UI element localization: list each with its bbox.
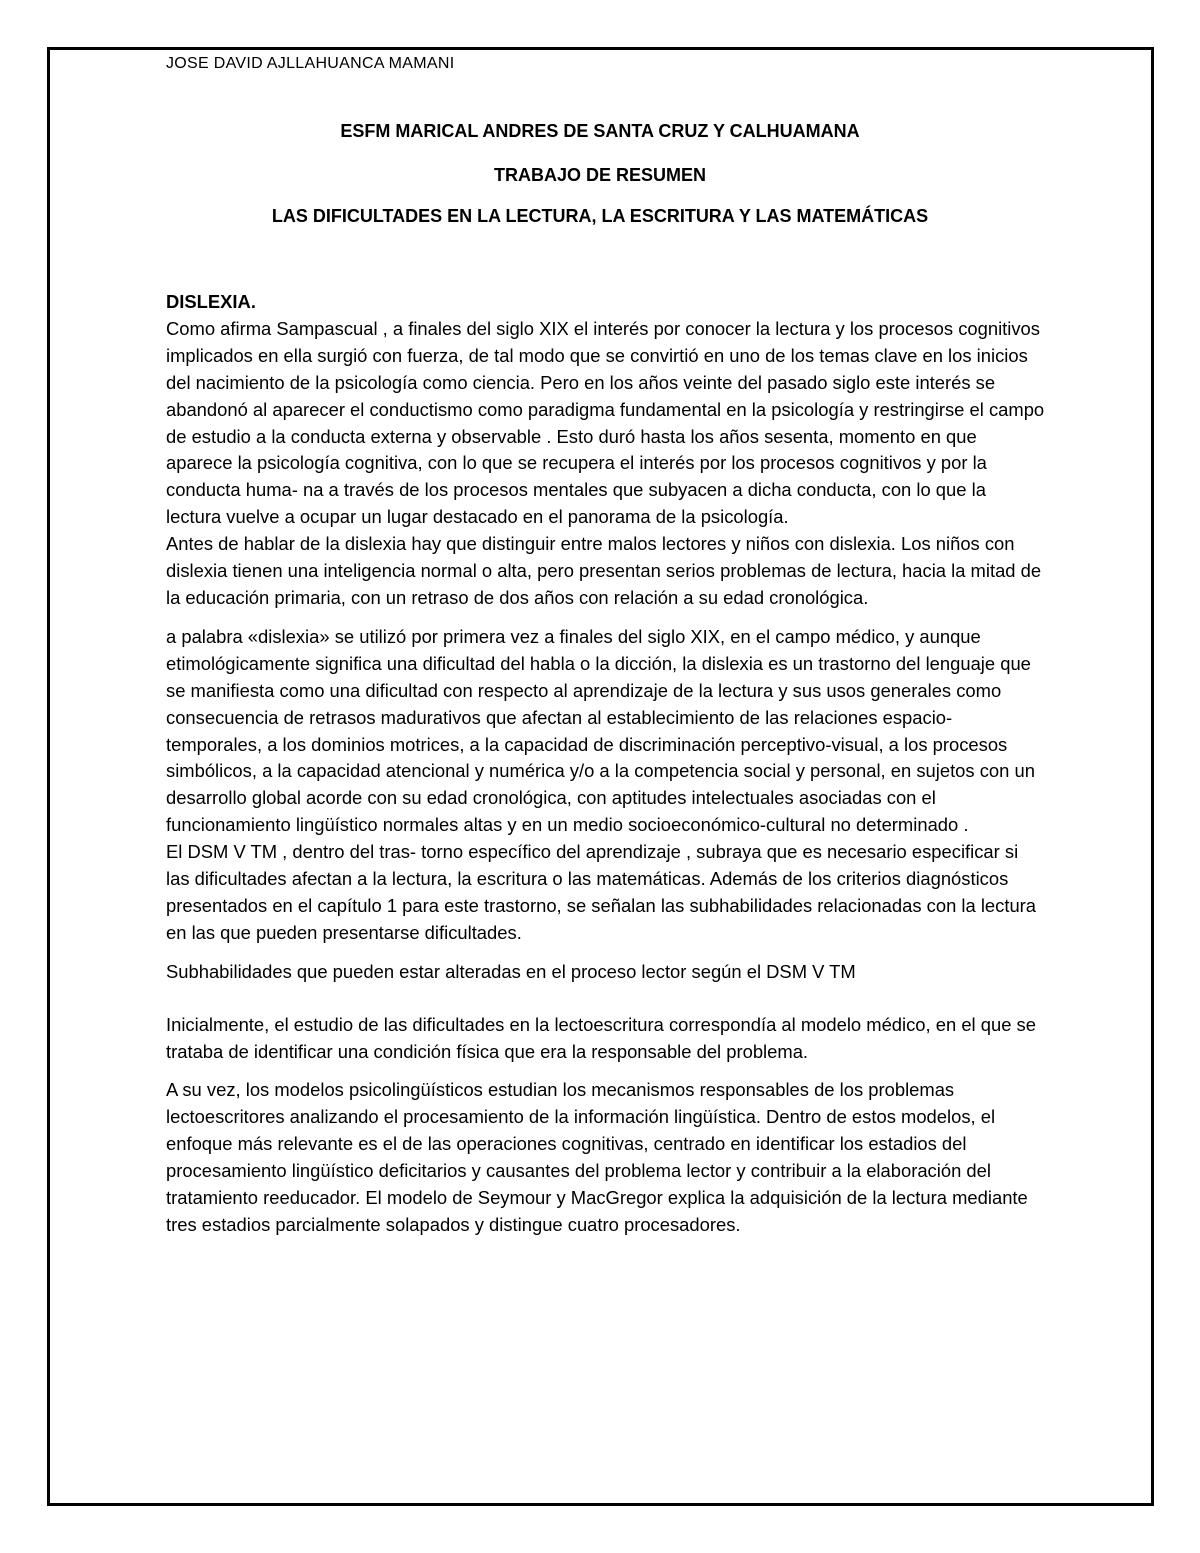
paragraph-medical-model: Inicialmente, el estudio de las dificultades en la lectoescritura correspondía al modelo médico, en el que se trataba de identificar una condición física que era la responsable del problema.	[166, 1013, 1036, 1062]
document-body	[166, 289, 1046, 1239]
school-heading: ESFM MARICAL ANDRES DE SANTA CRUZ Y CALHUAMANA	[340, 121, 860, 141]
paragraph-dsm: El DSM V TM , dentro del tras- torno específico del aprendizaje , subraya que es necesario especificar si las dificultades afectan a la lectura, la escritura o las matemáticas. Además de los criterios diagnósticos presentados en el capítulo 1 para este trastorno, se señalan las subhabilidades relacionadas con la lectura en las que pueden presentarse dificultades.	[166, 841, 1037, 943]
paragraph-psycholinguistic-models: A su vez, los modelos psicolingüísticos estudian los mecanismos responsables de los problemas lectoescritores analizando el procesamiento de la información lingüística. Dentro de estos modelos, el enfoque más relevante es el de las operaciones cognitivas, centrado en identificar los estadios del procesamiento lingüístico deficitarios y causantes del problema lector y contribuir a la elaboración del tratamiento reeducador. El modelo de Seymour y MacGregor explica la adquisición de la lectura mediante tres estadios parcialmente solapados y distingue cuatro procesadores.	[166, 1079, 1028, 1235]
paragraph-history: Como afirma Sampascual , a finales del siglo XIX el interés por conocer la lectura y los procesos cognitivos implicados en ella surgió con fuerza, de tal modo que se convirtió en uno de los temas clave en los inicios del nacimiento de la psicología como ciencia. Pero en los años veinte del pasado siglo este interés se abandonó al aparecer el conductismo como paradigma fundamental en la psicología y restringirse el campo de estudio a la conducta externa y observable . Esto duró hasta los años sesenta, momento en que aparece la psicología cognitiva, con lo que se recupera el interés por los procesos cognitivos y por la conducta huma- na a través de los procesos mentales que subyacen a dicha conducta, con lo que la lectura vuelve a ocupar un lugar destacado en el panorama de la psicología.	[166, 317, 1045, 528]
topic-heading: LAS DIFICULTADES EN LA LECTURA, LA ESCRITURA Y LAS MATEMÁTICAS	[271, 206, 929, 226]
paragraph-definition-distinction: Antes de hablar de la dislexia hay que distinguir entre malos lectores y niños con dislexia. Los niños con dislexia tienen una inteligencia normal o alta, pero presentan serios problemas de lectura, hacia la mitad de la educación primaria, con un retraso de dos años con relación a su edad cronológica.	[166, 533, 1042, 608]
author-name: JOSE DAVID AJLLAHUANCA MAMANI	[166, 55, 455, 72]
paragraph-dyslexia-term: a palabra «dislexia» se utilizó por primera vez a finales del siglo XIX, en el campo médico, y aunque etimológicamente significa una dificultad del habla o la dicción, la dislexia es un trastorno del lenguaje que se manifiesta como una dificultad con respecto al aprendizaje de la lectura y sus usos generales como consecuencia de retrasos madurativos que afectan al establecimiento de las relaciones espacio- temporales, a los dominios motrices, a la capacidad de discriminación perceptivo-visual, a los procesos simbólicos, a la capacidad atencional y numérica y/o a la competencia social y personal, en sujetos con un desarrollo global acorde con su edad cronológica, con aptitudes intelectuales asociadas con el funcionamiento lingüístico normales altas y en un medio socioeconómico-cultural no determinado .	[166, 625, 1035, 836]
work-type-heading: TRABAJO DE RESUMEN	[493, 165, 707, 185]
paragraph-subskills: Subhabilidades que pueden estar alteradas en el proceso lector según el DSM V TM	[166, 960, 856, 982]
section-title: DISLEXIA.	[166, 291, 256, 312]
